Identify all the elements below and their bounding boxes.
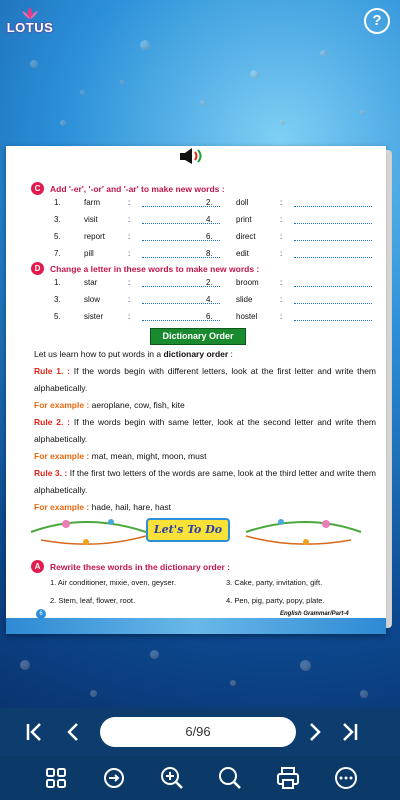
answer-line[interactable] [294,198,372,207]
word-text: farm [84,198,100,207]
dictionary-order-heading: Dictionary Order [150,328,246,345]
colon: : [128,249,131,258]
word-number: 3. [54,295,61,304]
search-icon[interactable] [216,764,244,792]
answer-line[interactable] [294,232,372,241]
word-number: 7. [54,249,61,258]
colon: : [280,198,283,207]
colon: : [128,232,131,241]
word-text: star [84,278,98,287]
word-number: 1. [54,278,61,287]
book-page [6,146,386,634]
word-number: 5. [54,312,61,321]
example-3: For example : hade, hail, hare, hast [34,502,172,512]
word-text: slow [84,295,101,304]
word-row [54,295,220,304]
word-number: 3. [54,215,61,224]
exercise-item: 3. Cake, party, invitation, gift. [226,578,323,587]
print-icon[interactable] [274,764,302,792]
word-number: 4. [206,215,213,224]
word-text: report [84,232,105,241]
word-text: visit [84,215,98,224]
word-row [54,249,220,258]
last-page-icon[interactable] [338,721,360,743]
word-row [206,232,372,241]
word-row [206,215,372,224]
word-number: 1. [54,198,61,207]
word-row [206,278,372,287]
answer-line[interactable] [294,295,372,304]
example-2: For example : mat, mean, might, moon, must [34,451,207,461]
page-footer-band [6,618,386,634]
word-row [206,198,372,207]
word-text: edit [236,249,249,258]
answer-line[interactable] [294,278,372,287]
rule-1: Rule 1. : If the words begin with different letters, look at the first letter and write them alphabetically. [34,366,377,393]
help-button[interactable]: ? [364,8,390,34]
word-text: hostel [236,312,258,321]
zoom-in-icon[interactable] [158,764,186,792]
word-text: doll [236,198,249,207]
intro-paragraph: Let us learn how to put words in a dictionary order : [34,349,233,359]
colon: : [280,215,283,224]
word-number: 4. [206,295,213,304]
section-badge: A [31,560,44,573]
word-row [54,198,220,207]
section-c-header [31,182,225,195]
word-number: 6. [206,232,213,241]
section-title: Change a letter in these words to make new words : [50,263,260,274]
word-number: 5. [54,232,61,241]
more-icon[interactable] [332,764,360,792]
colon: : [128,215,131,224]
word-row [206,312,372,321]
section-title: Add '-er', '-or' and '-ar' to make new words : [50,183,225,194]
app-logo [6,6,54,44]
word-text: slide [236,295,253,304]
colon: : [128,295,131,304]
colon: : [280,278,283,287]
word-row [206,295,372,304]
word-row [54,232,220,241]
word-row [206,249,372,258]
exercise-item: 4. Pen, pig, party, popy, plate. [226,596,325,605]
logo-text: LOTUS [6,20,54,35]
rule-3: Rule 3. : If the first two letters of the words are same, look at the third letter and write them alphabetically. [34,468,376,495]
colon: : [280,295,283,304]
word-row [54,312,220,321]
section-badge: C [31,182,44,195]
section-a-header [31,560,230,573]
word-number: 2. [206,198,213,207]
page-number-badge: 6 [36,609,46,619]
exercise-item: 1. Air conditioner, mixie, oven, geyser. [50,578,176,587]
word-text: pill [84,249,94,258]
lotus-icon [20,6,40,20]
next-page-icon[interactable] [304,721,326,743]
exercise-item: 2. Stem, leaf, flower, root. [50,596,136,605]
word-text: direct [236,232,256,241]
speaker-icon[interactable] [178,146,208,166]
prev-page-icon[interactable] [62,721,84,743]
page-indicator[interactable]: 6/96 [100,717,296,747]
word-text: print [236,215,252,224]
word-text: sister [84,312,104,321]
word-number: 6. [206,312,213,321]
section-title: Rewrite these words in the dictionary order : [50,561,230,572]
section-badge: D [31,262,44,275]
answer-line[interactable] [294,215,372,224]
answer-line[interactable] [294,312,372,321]
word-row [54,215,220,224]
section-d-header [31,262,259,275]
word-text: broom [236,278,259,287]
colon: : [280,249,283,258]
goto-icon[interactable] [100,764,128,792]
answer-line[interactable] [294,249,372,258]
book-title: English Grammar/Part-4 [280,611,349,617]
rule-2: Rule 2. : If the words begin with same letter, look at the second letter and write them alphabetically. [34,417,377,444]
word-row [54,278,220,287]
colon: : [128,278,131,287]
first-page-icon[interactable] [24,721,46,743]
lets-to-do-label: Let's To Do [146,518,230,542]
colon: : [128,312,131,321]
colon: : [128,198,131,207]
word-number: 2. [206,278,213,287]
word-number: 8. [206,249,213,258]
example-1: For example : aeroplane, cow, fish, kite [34,400,185,410]
grid-icon[interactable] [42,764,70,792]
colon: : [280,312,283,321]
colon: : [280,232,283,241]
